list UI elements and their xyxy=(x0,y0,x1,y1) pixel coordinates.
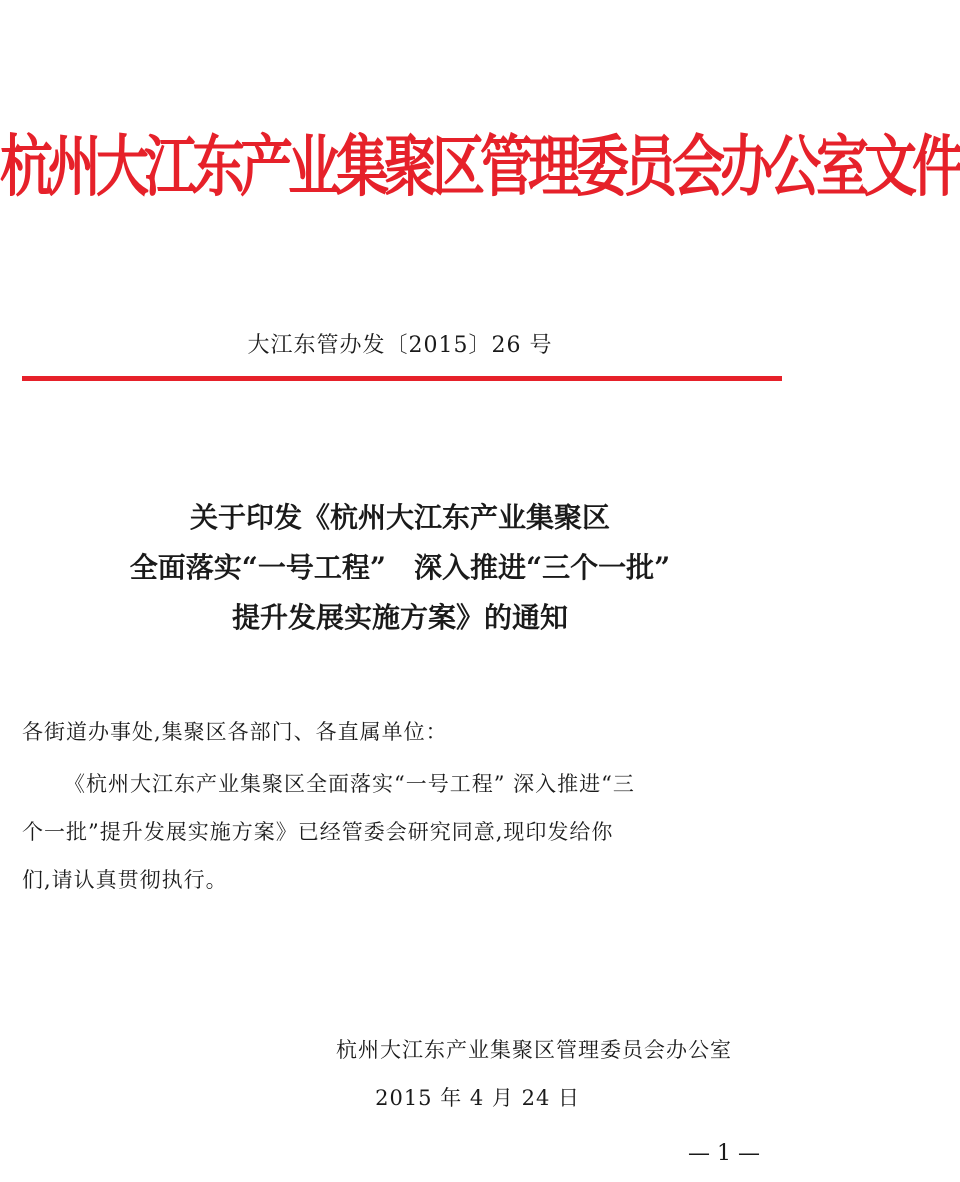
document-header-title: 杭州大江东产业集聚区管理委员会办公室文件 xyxy=(0,129,960,206)
notice-title-line: 关于印发《杭州大江东产业集聚区 xyxy=(189,501,610,534)
document-number: 大江东管办发〔2015〕26 号 xyxy=(247,333,553,358)
notice-title-line: 提升发展实施方案》的通知 xyxy=(231,601,568,634)
body-line: 《杭州大江东产业集聚区全面落实“一号工程” 深入推进“三 xyxy=(64,772,635,796)
body-line: 个一批”提升发展实施方案》已经管委会研究同意,现印发给你 xyxy=(22,820,614,844)
body-paragraph xyxy=(22,760,782,904)
issue-date: 2015 年 4 月 24 日 xyxy=(375,1086,580,1110)
salutation: 各街道办事处,集聚区各部门、各直属单位： xyxy=(22,720,448,744)
page-number: — 1 — xyxy=(688,1141,760,1166)
issuer-signature: 杭州大江东产业集聚区管理委员会办公室 xyxy=(336,1038,732,1062)
header-red-rule xyxy=(22,376,782,381)
notice-title xyxy=(0,493,800,643)
notice-title-line: 全面落实“一号工程” 深入推进“三个一批” xyxy=(129,551,671,584)
body-line: 们,请认真贯彻执行。 xyxy=(22,868,228,892)
